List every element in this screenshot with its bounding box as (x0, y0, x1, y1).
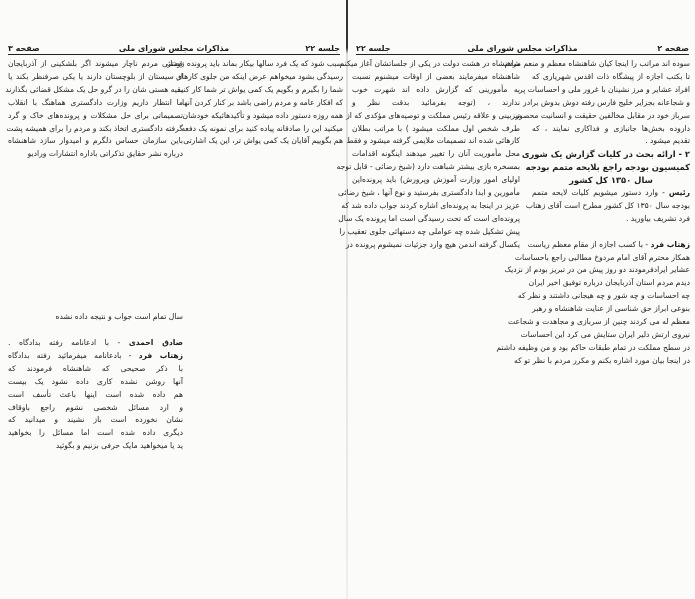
text-line: تقدیم میشود . (645, 136, 690, 146)
text-line: عزیز در اینجا به پرونده‌ای اشاره کردند جواب داده شد که (341, 200, 520, 210)
text-line: درباره نشر حقایق تذکراتی باداره انتشارات ورادیو (27, 149, 183, 159)
text-line: بنوعی ابراز حق شناسی از عنایت شاهنشاه و رهبر (532, 304, 690, 314)
text-line: در اینجا بیان مورد اشاره بکنم و مکرر مردم با نظر تو که (514, 355, 690, 365)
text-line: سال تمام است جواب و نتیجه داده نشده (55, 312, 183, 322)
text-line: بقیه هستی شان را در گرو حل یک مشکل قضائی بگذارند (5, 84, 183, 94)
text-line: مأمورین و ابدا دادگستری بفرستید و نوع آنها ، شیخ رضائی (338, 188, 520, 198)
text-line: هم بگوییم آقایان یک کمی یواش تر، این یک اشارتی (183, 136, 343, 146)
text-line: نشان نخورده است باز نشیند و میدانید که (8, 415, 183, 425)
text-line: طرف شخص اول مملکت میشود ) با مراتب بطلان (352, 123, 520, 133)
speech-text: - با ادعانامه رفته بدادگاه . (8, 338, 121, 348)
text-line: محل مأموریت آنان را تغییر میدهند اینگونه اقدامات (352, 149, 520, 159)
text-line: یکسال گرفته اندمن هیچ وارد جزئیات نمیشوم پرونده در (345, 239, 520, 249)
text-line: در سطح مملکت در تمام طبقات حاکم بود و من وظیفه داشتم (496, 342, 690, 352)
text-line: شاهنشاه میفرمایند بعضی از اوقات میشنوم نسبت (352, 71, 520, 81)
speaker-paragraph (8, 350, 183, 363)
column-block (525, 200, 690, 226)
column-block (496, 252, 690, 368)
text-column-right (496, 58, 690, 368)
text-line: چه احساسات و چه شور و چه هیجانی داشتند و نظر که (517, 291, 690, 301)
text-column-right (167, 58, 343, 148)
text-line: همه روزه دستور داده میشود و تأکیدهائیکه خودشان (182, 110, 343, 120)
right-page (336, 0, 695, 599)
text-column-left (5, 58, 183, 453)
speaker-paragraph (532, 187, 690, 200)
left-page (0, 0, 346, 599)
speech-text: - وارد دستور میشویم کلیات لایحه متمم (532, 188, 665, 198)
heading-line: ۲ - ارائه بحث در کلیات گزارش یک شوری (521, 149, 690, 160)
text-line: باین سازمان حساس دلگرم و امیدوار سازد شاهنشاه (8, 136, 183, 146)
text-line: تا بکتب اجازه از پیشگاه ذات اقدس شهریاری که (532, 71, 690, 81)
publication-title: مذاکرات مجلس شورای ملی (118, 44, 230, 53)
speech-text: - بادعانامه میفرمائید رفته بدادگاه (8, 350, 132, 360)
text-line: معظم له می کردند چنین از سربازی و مجاهدت و شجاعت (508, 317, 690, 327)
page-number: صفحه ۲ (657, 44, 689, 53)
column-block (8, 363, 183, 453)
publication-title: مذاکرات مجلس شورای ملی (467, 44, 578, 53)
session-number: جلسه ۲۲ (356, 44, 391, 53)
speech-text: - با کسب اجازه از مقام معظم ریاست (527, 239, 649, 249)
text-line: فرد تشریف بیاورید . (625, 213, 690, 223)
text-line: و شجاعانه بجزایر خلیج فارس رفته دوش بدوش برادر (523, 97, 690, 107)
text-line: سوده اند مراتب را اینجا کیان شاهنشاه معظم و منعم مردم (504, 59, 690, 68)
text-line: گرفته دادگستری اتخاذ بکند و مردم را برای همیشه پشت (6, 123, 183, 133)
session-number: جلسه ۲۲ (305, 44, 340, 53)
speaker-name: زهتاب فرد (650, 239, 690, 249)
text-line: افراد عشایر و مرز نشینان با غرور ملی و احساسات پر (519, 84, 690, 94)
text-line: داروده بخش‌ها جانبازی و فداکاری نمایند ، که (532, 123, 690, 133)
heading-line: سال ۱۳۵۰ کل کشور (569, 175, 653, 186)
text-line: شاهنشاه در هشت دولت در یکی از جلساتشان آغاز میکنم (339, 59, 520, 68)
text-line: ما انتظار داریم وزارت دادگستری هماهنگ با انقلاب (8, 97, 183, 107)
text-line: تیزبینی و علاقه رئیس مملکت و توصیه‌های مؤکدی که از (346, 110, 520, 120)
text-line: هم داده شده است اینها باعث تأسف است (8, 389, 183, 399)
text-line: شما را بگیرم و بگویم یک کمی یواش تر شما کار کنید (177, 84, 343, 94)
speaker-paragraph (8, 337, 183, 350)
text-line: عشایر ایرادفرمودند دو روز پیش من در تبریز بودم از نزدیک (504, 265, 690, 275)
column-block (5, 58, 183, 161)
text-line: پیش تشکیل شده چه عواملی چه دستهائی جلوی تعقیب را (339, 226, 520, 236)
agenda-heading (521, 148, 690, 187)
column-block (8, 311, 183, 324)
page-number: صفحه ۳ (8, 44, 40, 53)
speaker-paragraph (527, 239, 690, 252)
text-line: دیدم مردم استان آذربایجان درباره توفیق اخیر ایران (528, 278, 690, 288)
text-line: با ذکر صحیحی که شاهنشاه فرمودند که (8, 363, 183, 373)
speaker-name: صادق احمدی (128, 338, 183, 348)
text-line: از سیستان از بلوچستان دارند یا یکی صرفنظر بکند یا (8, 71, 183, 81)
page-header (356, 41, 689, 55)
text-line: نیروی ارتش دلیر ایران ستایش می کرد این احساسات (520, 330, 690, 340)
text-line: تصمیماتی برای حل مشکلات و پرونده‌های خاک و گرد (8, 110, 183, 120)
page-header (8, 41, 340, 55)
text-line: بمسخره بازی بیشتر شباهت دارد (شیخ رضائی - قابل توجه (336, 162, 520, 172)
column-block (504, 58, 690, 148)
text-line: رسیدگی بشود میخواهم عرض اینکه من جلوی کارهای (175, 71, 343, 81)
text-line: کارهائی شده اند تصمیمات ملایمی گرفته میشود و فقط (346, 136, 520, 146)
text-line: اولیای امور وزارت آموزش وپرورش) باید پرونده‌این (352, 175, 520, 185)
text-line: سرباز خود در مقابل مخالفین حقیقت و انسانیت محصور (515, 110, 690, 120)
heading-line: کمیسیون بودجه راجع بلایحه متمم بودجه (525, 162, 690, 173)
text-line: که افکار عامه و مردم راضی باشد بر کنار کردن آنها (181, 97, 343, 107)
text-line: دیگری داده شده است اما مسائل را بخواهید (8, 428, 183, 438)
text-line: همکار محترم آقای امام مردوخ مطالبی راجع باحساسات (514, 252, 690, 262)
text-line: سبب شود که یک فرد سالها بیکار بماند باید پرونده زودتر (167, 59, 343, 68)
text-line: ید یا میخواهید مایک حرفی بزنیم و بگوئید (55, 441, 183, 451)
text-line: پرونده‌ای است که تحت رسیدگی است اما پرونده یک سال (338, 213, 520, 223)
text-line: ندارند ، (توجه بفرمائید بدقت نظر و (352, 97, 520, 107)
speaker-name: زهتاب فرد (138, 350, 183, 360)
text-column-left (336, 58, 520, 252)
text-line: و ارد مسائل شخصی نشوم راجع باوقاف (8, 402, 183, 412)
text-line: بودجه سال ۱۳۵۰ کل کشور مطرح است آقای زهتاب (525, 200, 690, 210)
text-line: قضائی مردم ناچار میشوند اگر بلشکینی از آذربایجان (8, 59, 183, 68)
text-line: آنها روشن نشده کاری داده نشود یک بیست (8, 376, 183, 386)
text-line: میکنید این را صادقانه پیاده کنید برای نمونه یک دفعه (181, 123, 343, 133)
speaker-name: رئیس (668, 188, 690, 198)
text-line: به مأمورینی که گزارش داده اند شهرت خوب (352, 84, 520, 94)
